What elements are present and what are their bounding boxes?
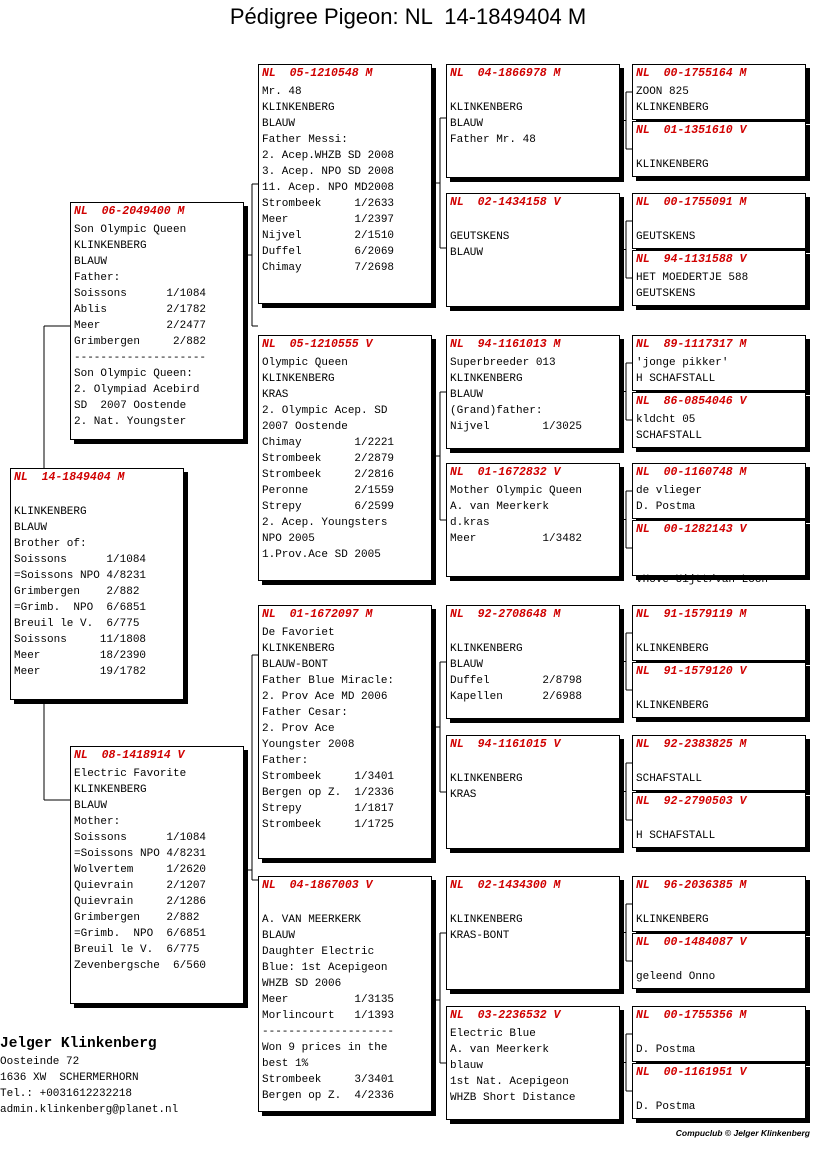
pigeon-details [447, 894, 619, 944]
detail-line: Breuil le V. 6/775 [14, 618, 140, 630]
detail-line: 2. Olympiad Acebird [74, 384, 200, 396]
detail-line: de vlieger [636, 485, 703, 497]
detail-line [636, 1026, 805, 1042]
detail-line: BLAUW [450, 659, 484, 671]
ring-number: NL 05-1210548 M [262, 67, 373, 80]
detail-line: BLAUW [450, 118, 484, 130]
pigeon-card-ff [258, 64, 432, 304]
detail-line: SCHAFSTALL [636, 430, 703, 442]
detail-line: KLINKENBERG [74, 784, 147, 796]
ring-number: NL 86-0854046 V [636, 395, 747, 408]
detail-line [636, 540, 805, 556]
pigeon-details [633, 82, 805, 116]
detail-line: KLINKENBERG [636, 159, 709, 171]
detail-line: Brother of: [14, 538, 87, 550]
pigeon-card-g8 [632, 520, 806, 586]
detail-line: Strepy 1/1817 [262, 803, 395, 815]
detail-line: A. van Meerkerk [450, 501, 550, 513]
ring-number: NL 00-1282143 V [636, 523, 747, 536]
pigeon-card-g3 [632, 193, 806, 249]
pigeon-details [633, 1081, 805, 1115]
detail-line: Father Messi: [262, 134, 348, 146]
pigeon-card-g13 [632, 876, 806, 932]
detail-line: BLAUW [74, 800, 108, 812]
ring-number: NL 01-1351610 V [636, 124, 747, 137]
ring-number: NL 02-1434158 V [450, 196, 561, 209]
detail-line: Son Olympic Queen: [74, 368, 193, 380]
detail-line: KRAS [450, 789, 477, 801]
detail-line: Won 9 prices in the [262, 1042, 388, 1054]
ring-number: NL 91-1579119 M [636, 608, 747, 621]
pigeon-card-fmf [446, 335, 620, 449]
detail-line: Nijvel 2/1510 [262, 230, 395, 242]
detail-line: KLINKENBERG [636, 914, 709, 926]
detail-line: ZOON 825 [636, 86, 689, 98]
detail-line: NPO 2005 [262, 533, 315, 545]
detail-line [450, 625, 619, 641]
detail-line: BLAUW-BONT [262, 659, 329, 671]
detail-line: Soissons 1/1084 [74, 832, 207, 844]
ring-number: NL 02-1434300 M [450, 879, 561, 892]
detail-line: KLINKENBERG [450, 643, 523, 655]
pigeon-details [11, 486, 183, 680]
detail-line: Father Mr. 48 [450, 134, 536, 146]
detail-line: A. VAN MEERKERK [262, 914, 362, 926]
detail-line: Ablis 2/1782 [74, 304, 207, 316]
detail-line: SCHAFSTALL [636, 773, 703, 785]
detail-line: BLAUW [74, 256, 108, 268]
detail-line: Father Cesar: [262, 707, 348, 719]
detail-line: Kapellen 2/6988 [450, 691, 583, 703]
pigeon-details [633, 538, 805, 588]
pigeon-card-g7 [632, 463, 806, 519]
detail-line: Duffel 6/2069 [262, 246, 395, 258]
detail-line [636, 213, 805, 229]
detail-line: WHZB SD 2006 [262, 978, 342, 990]
detail-line: Father: [262, 755, 309, 767]
pigeon-details [633, 353, 805, 387]
pigeon-details [447, 1024, 619, 1106]
detail-line: HET MOEDERTJE 588 [636, 272, 749, 284]
pigeon-details [633, 623, 805, 657]
pigeon-card-g2 [632, 121, 806, 177]
pigeon-card-mff [446, 605, 620, 719]
detail-line: Daughter Electric [262, 946, 375, 958]
ring-number: NL 00-1755356 M [636, 1009, 747, 1022]
pigeon-details [447, 82, 619, 148]
detail-line: BLAUW [450, 389, 484, 401]
detail-line: H SCHAFSTALL [636, 373, 716, 385]
ring-number: NL 03-2236532 V [450, 1009, 561, 1022]
pigeon-details [259, 623, 431, 833]
detail-line: BLAUW [262, 930, 296, 942]
detail-line: Mother: [74, 816, 121, 828]
detail-line [636, 556, 805, 572]
detail-line: Bergen op Z. 4/2336 [262, 1090, 395, 1102]
pigeon-card-subject [10, 468, 184, 700]
detail-line [636, 812, 805, 828]
pigeon-card-g4 [632, 250, 806, 306]
detail-line: KRAS [262, 389, 289, 401]
pigeon-details [447, 353, 619, 435]
pigeon-details [633, 268, 805, 302]
detail-line: Chimay 1/2221 [262, 437, 395, 449]
detail-line: Strombeek 1/3401 [262, 771, 395, 783]
detail-line [636, 625, 805, 641]
pigeon-details [447, 211, 619, 261]
detail-line: 1.Prov.Ace SD 2005 [262, 549, 381, 561]
detail-line: Quievrain 2/1207 [74, 880, 207, 892]
pigeon-card-g15 [632, 1006, 806, 1062]
ring-number: NL 00-1161951 V [636, 1066, 747, 1079]
detail-line: Meer 2/2477 [74, 320, 207, 332]
detail-line: Morlincourt 1/1393 [262, 1010, 395, 1022]
pigeon-card-mm [258, 876, 432, 1112]
detail-line: KLINKENBERG [14, 506, 87, 518]
detail-line: A. van Meerkerk [450, 1044, 550, 1056]
detail-line: 2. Acep. Youngsters [262, 517, 388, 529]
detail-line: vHove-Uijtt/van Loon [636, 574, 769, 586]
ring-number: NL 06-2049400 M [74, 205, 185, 218]
ring-number: NL 00-1484087 V [636, 936, 747, 949]
owner-email[interactable]: admin.klinkenberg@planet.nl [0, 1104, 179, 1116]
detail-line: Breuil le V. 6/775 [74, 944, 200, 956]
detail-line: 1st Nat. Acepigeon [450, 1076, 569, 1088]
pigeon-card-mmm [446, 1006, 620, 1120]
detail-line: =Soissons NPO 4/8231 [14, 570, 147, 582]
detail-line: KLINKENBERG [450, 102, 523, 114]
detail-line: =Grimb. NPO 6/6851 [74, 928, 207, 940]
detail-line: Soissons 1/1084 [74, 288, 207, 300]
owner-info [0, 1034, 178, 1118]
detail-line: KLINKENBERG [450, 373, 523, 385]
detail-line: Nijvel 1/3025 [450, 421, 583, 433]
detail-line: KLINKENBERG [636, 102, 709, 114]
ring-number: NL 00-1160748 M [636, 466, 747, 479]
detail-line: Grimbergen 2/882 [14, 586, 140, 598]
detail-line: Olympic Queen [262, 357, 348, 369]
pigeon-details [633, 753, 805, 787]
pigeon-details [71, 764, 243, 974]
detail-line: =Soissons NPO 4/8231 [74, 848, 207, 860]
pigeon-card-g11 [632, 735, 806, 791]
detail-line: Meer 1/3135 [262, 994, 395, 1006]
detail-line: Grimbergen 2/882 [74, 336, 207, 348]
detail-line [450, 213, 619, 229]
ring-number: NL 08-1418914 V [74, 749, 185, 762]
pigeon-details [259, 82, 431, 276]
detail-line: Zevenbergsche 6/560 [74, 960, 207, 972]
detail-line: GEUTSKENS [636, 288, 696, 300]
ring-number: NL 00-1755164 M [636, 67, 747, 80]
page-title: Pédigree Pigeon: NL 14-1849404 M [229, 4, 587, 29]
detail-line: 2. Prov Ace [262, 723, 335, 735]
detail-line: 2. Prov Ace MD 2006 [262, 691, 388, 703]
detail-line: Grimbergen 2/882 [74, 912, 200, 924]
detail-line: 2. Acep.WHZB SD 2008 [262, 150, 395, 162]
ring-number: NL 94-1131588 V [636, 253, 747, 266]
detail-line: Peronne 2/1559 [262, 485, 395, 497]
ring-number: NL 00-1755091 M [636, 196, 747, 209]
detail-line: KLINKENBERG [262, 373, 335, 385]
detail-line: H SCHAFSTALL [636, 830, 716, 842]
pigeon-details [633, 139, 805, 173]
detail-line [636, 896, 805, 912]
ring-number: NL 01-1672832 V [450, 466, 561, 479]
detail-line: D. Postma [636, 1044, 696, 1056]
detail-line: Father Blue Miracle: [262, 675, 395, 687]
pigeon-card-ffm [446, 193, 620, 307]
detail-line: Meer 19/1782 [14, 666, 147, 678]
pigeon-card-g14 [632, 933, 806, 989]
detail-line [636, 1083, 805, 1099]
detail-line: KLINKENBERG [262, 643, 335, 655]
detail-line: geleend Onno [636, 971, 716, 983]
detail-line: Son Olympic Queen [74, 224, 187, 236]
detail-line: Electric Blue [450, 1028, 536, 1040]
pigeon-card-g16 [632, 1063, 806, 1119]
detail-line: Meer 1/3482 [450, 533, 583, 545]
ring-number: NL 89-1117317 M [636, 338, 747, 351]
owner-name: Jelger Klinkenberg [0, 1036, 157, 1052]
pigeon-details [447, 753, 619, 803]
detail-line: 2. Olympic Acep. SD [262, 405, 388, 417]
pigeon-details [633, 680, 805, 714]
detail-line [450, 755, 619, 771]
pigeon-details [447, 623, 619, 705]
detail-line: Strombeek 3/3401 [262, 1074, 395, 1086]
pigeon-card-fff [446, 64, 620, 178]
detail-line: (Grand)father: [450, 405, 543, 417]
pigeon-card-g1 [632, 64, 806, 120]
detail-line: Strombeek 1/1725 [262, 819, 395, 831]
detail-line: D. Postma [636, 501, 696, 513]
pigeon-card-mf [258, 605, 432, 859]
ring-number: NL 05-1210555 V [262, 338, 373, 351]
pigeon-card-g5 [632, 335, 806, 391]
detail-line: Electric Favorite [74, 768, 187, 780]
detail-line: BLAUW [262, 118, 296, 130]
detail-line: Meer 18/2390 [14, 650, 147, 662]
pigeon-details [633, 894, 805, 928]
detail-line: GEUTSKENS [450, 231, 510, 243]
detail-line: KRAS-BONT [450, 930, 510, 942]
detail-line: 11. Acep. NPO MD2008 [262, 182, 395, 194]
ring-number: NL 14-1849404 M [14, 471, 125, 484]
ring-number: NL 01-1672097 M [262, 608, 373, 621]
detail-line: kldcht 05 [636, 414, 696, 426]
pigeon-details [259, 353, 431, 563]
pigeon-card-g10 [632, 662, 806, 718]
ring-number: NL 94-1161013 M [450, 338, 561, 351]
pigeon-details [633, 1024, 805, 1058]
detail-line: 2. Nat. Youngster [74, 416, 187, 428]
ring-number: NL 92-2708648 M [450, 608, 561, 621]
detail-line: SD 2007 Oostende [74, 400, 187, 412]
detail-line: KLINKENBERG [74, 240, 147, 252]
pigeon-card-fmm [446, 463, 620, 577]
ring-number: NL 94-1161015 V [450, 738, 561, 751]
ring-number: NL 92-2790503 V [636, 795, 747, 808]
detail-line: =Grimb. NPO 6/6851 [14, 602, 147, 614]
ring-number: NL 92-2383825 M [636, 738, 747, 751]
owner-phone: Tel.: +0031612232218 [0, 1088, 133, 1100]
detail-line: KLINKENBERG [450, 773, 523, 785]
pigeon-card-father [70, 202, 244, 440]
detail-line: 2007 Oostende [262, 421, 348, 433]
detail-line [450, 84, 619, 100]
detail-line: 'jonge pikker' [636, 357, 729, 369]
detail-line: Blue: 1st Acepigeon [262, 962, 388, 974]
detail-line: 3. Acep. NPO SD 2008 [262, 166, 395, 178]
pigeon-details [633, 481, 805, 515]
detail-line: Soissons 11/1808 [14, 634, 147, 646]
pigeon-details [633, 951, 805, 985]
detail-line: Soissons 1/1084 [14, 554, 147, 566]
detail-line: D. Postma [636, 1101, 696, 1113]
owner-address: Oosteinde 72 [0, 1056, 80, 1068]
detail-line: KLINKENBERG [262, 102, 335, 114]
pigeon-card-g12 [632, 792, 806, 848]
detail-line [636, 141, 805, 157]
detail-line: Wolvertem 1/2620 [74, 864, 207, 876]
detail-line [450, 896, 619, 912]
detail-line: Father: [74, 272, 121, 284]
pigeon-card-fm [258, 335, 432, 581]
ring-number: NL 04-1867003 V [262, 879, 373, 892]
ring-number: NL 04-1866978 M [450, 67, 561, 80]
detail-line: Quievrain 2/1286 [74, 896, 207, 908]
pigeon-details [633, 810, 805, 844]
pigeon-card-mmf [446, 876, 620, 990]
detail-line: blauw [450, 1060, 484, 1072]
detail-line: WHZB Short Distance [450, 1092, 576, 1104]
detail-line: Chimay 7/2698 [262, 262, 395, 274]
owner-city: 1636 XW SCHERMERHORN [0, 1072, 139, 1084]
pigeon-card-mfm [446, 735, 620, 849]
pigeon-card-g9 [632, 605, 806, 661]
detail-line: Strombeek 2/2879 [262, 453, 395, 465]
detail-line: BLAUW [450, 247, 484, 259]
credit-text: Compuclub © Jelger Klinkenberg [675, 1128, 810, 1138]
detail-line: KLINKENBERG [636, 643, 709, 655]
detail-line: Mr. 48 [262, 86, 302, 98]
detail-line [14, 488, 183, 504]
detail-line: d.kras [450, 517, 490, 529]
pigeon-details [259, 894, 431, 1104]
pigeon-card-g6 [632, 392, 806, 448]
detail-line: KLINKENBERG [450, 914, 523, 926]
pigeon-card-mother [70, 746, 244, 1004]
pigeon-details [633, 410, 805, 444]
detail-line: Youngster 2008 [262, 739, 355, 751]
detail-line [636, 755, 805, 771]
detail-line: Strombeek 2/2816 [262, 469, 395, 481]
detail-line: BLAUW [14, 522, 48, 534]
detail-line: best 1% [262, 1058, 309, 1070]
detail-line: Superbreeder 013 [450, 357, 556, 369]
pigeon-details [71, 220, 243, 430]
detail-line: Bergen op Z. 1/2336 [262, 787, 395, 799]
detail-line: KLINKENBERG [636, 700, 709, 712]
detail-line: GEUTSKENS [636, 231, 696, 243]
detail-line: Strepy 6/2599 [262, 501, 395, 513]
detail-line: Mother Olympic Queen [450, 485, 583, 497]
ring-number: NL 96-2036385 M [636, 879, 747, 892]
detail-line: -------------------- [74, 352, 207, 364]
detail-line: Strombeek 1/2633 [262, 198, 395, 210]
ring-number: NL 91-1579120 V [636, 665, 747, 678]
detail-line: De Favoriet [262, 627, 335, 639]
detail-line: Meer 1/2397 [262, 214, 395, 226]
detail-line [636, 682, 805, 698]
pigeon-details [447, 481, 619, 547]
detail-line [262, 896, 431, 912]
detail-line [636, 953, 805, 969]
detail-line: -------------------- [262, 1026, 395, 1038]
pigeon-details [633, 211, 805, 245]
detail-line: Duffel 2/8798 [450, 675, 583, 687]
